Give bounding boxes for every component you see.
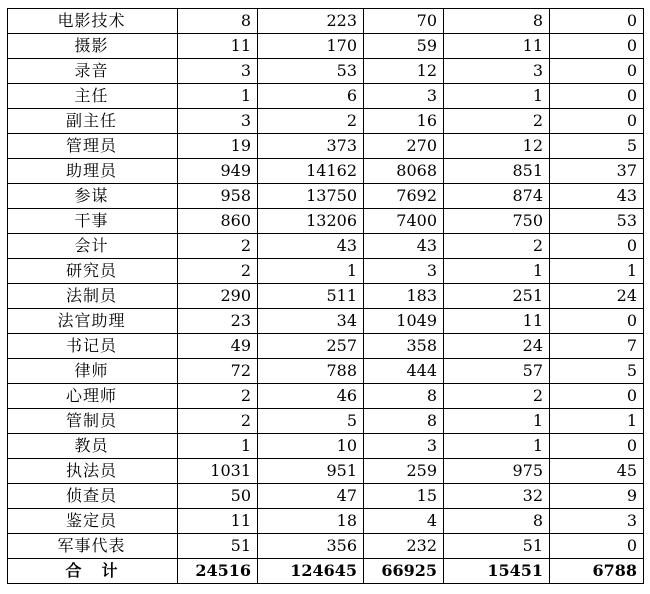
value-col-3: 444 [364,359,444,384]
value-col-4: 851 [444,159,550,184]
value-col-4: 1 [444,434,550,459]
value-col-5: 5 [550,359,644,384]
value-col-2: 951 [258,459,364,484]
value-col-5: 1 [550,259,644,284]
total-value-col-5: 6788 [550,559,644,584]
table-body [8,9,644,584]
value-col-2: 53 [258,59,364,84]
value-col-4: 1 [444,409,550,434]
table-row [8,234,644,259]
value-col-4: 2 [444,234,550,259]
value-col-1: 2 [178,384,258,409]
value-col-4: 11 [444,309,550,334]
value-col-3: 15 [364,484,444,509]
value-col-4: 11 [444,34,550,59]
table-row [8,359,644,384]
value-col-1: 3 [178,109,258,134]
value-col-4: 51 [444,534,550,559]
row-label: 助理员 [8,159,178,184]
row-label: 主任 [8,84,178,109]
value-col-5: 0 [550,309,644,334]
value-col-3: 259 [364,459,444,484]
value-col-3: 3 [364,259,444,284]
row-label: 心理师 [8,384,178,409]
table-row [8,509,644,534]
value-col-2: 356 [258,534,364,559]
value-col-2: 34 [258,309,364,334]
total-value-col-1: 24516 [178,559,258,584]
value-col-1: 290 [178,284,258,309]
value-col-1: 2 [178,409,258,434]
value-col-5: 0 [550,84,644,109]
value-col-5: 0 [550,9,644,34]
row-label: 执法员 [8,459,178,484]
value-col-1: 8 [178,9,258,34]
value-col-4: 2 [444,109,550,134]
total-value-col-2: 124645 [258,559,364,584]
value-col-2: 1 [258,259,364,284]
value-col-2: 257 [258,334,364,359]
value-col-2: 43 [258,234,364,259]
value-col-3: 183 [364,284,444,309]
value-col-1: 1 [178,84,258,109]
value-col-5: 0 [550,434,644,459]
value-col-3: 8068 [364,159,444,184]
table-row [8,184,644,209]
row-label: 干事 [8,209,178,234]
value-col-3: 43 [364,234,444,259]
table-row [8,534,644,559]
value-col-3: 7400 [364,209,444,234]
row-label: 会计 [8,234,178,259]
row-label: 教员 [8,434,178,459]
row-label: 法制员 [8,284,178,309]
value-col-4: 874 [444,184,550,209]
value-col-3: 358 [364,334,444,359]
total-label: 合计 [8,559,178,584]
table-row [8,459,644,484]
value-col-2: 14162 [258,159,364,184]
value-col-2: 788 [258,359,364,384]
value-col-2: 13750 [258,184,364,209]
value-col-1: 23 [178,309,258,334]
table-row [8,334,644,359]
value-col-4: 8 [444,9,550,34]
value-col-2: 223 [258,9,364,34]
value-col-2: 373 [258,134,364,159]
table-row [8,409,644,434]
value-col-4: 24 [444,334,550,359]
value-col-3: 1049 [364,309,444,334]
table-row [8,434,644,459]
total-row [8,559,644,584]
value-col-1: 2 [178,259,258,284]
value-col-1: 958 [178,184,258,209]
value-col-3: 12 [364,59,444,84]
table-row [8,59,644,84]
value-col-4: 32 [444,484,550,509]
value-col-1: 50 [178,484,258,509]
value-col-5: 1 [550,409,644,434]
value-col-1: 11 [178,509,258,534]
table-row [8,34,644,59]
value-col-1: 3 [178,59,258,84]
row-label: 副主任 [8,109,178,134]
row-label: 管理员 [8,134,178,159]
value-col-5: 5 [550,134,644,159]
value-col-2: 511 [258,284,364,309]
row-label: 管制员 [8,409,178,434]
value-col-2: 2 [258,109,364,134]
value-col-2: 46 [258,384,364,409]
value-col-5: 45 [550,459,644,484]
row-label: 录音 [8,59,178,84]
value-col-3: 70 [364,9,444,34]
table-row [8,384,644,409]
total-value-col-4: 15451 [444,559,550,584]
value-col-3: 8 [364,409,444,434]
value-col-5: 24 [550,284,644,309]
value-col-5: 0 [550,109,644,134]
value-col-3: 232 [364,534,444,559]
value-col-5: 0 [550,234,644,259]
value-col-2: 170 [258,34,364,59]
value-col-3: 8 [364,384,444,409]
value-col-4: 975 [444,459,550,484]
value-col-4: 1 [444,84,550,109]
value-col-5: 53 [550,209,644,234]
value-col-5: 7 [550,334,644,359]
value-col-1: 72 [178,359,258,384]
value-col-5: 0 [550,59,644,84]
value-col-5: 0 [550,384,644,409]
table-row [8,484,644,509]
row-label: 律师 [8,359,178,384]
row-label: 书记员 [8,334,178,359]
value-col-1: 19 [178,134,258,159]
value-col-1: 860 [178,209,258,234]
value-col-2: 13206 [258,209,364,234]
value-col-3: 4 [364,509,444,534]
value-col-4: 750 [444,209,550,234]
row-label: 参谋 [8,184,178,209]
value-col-4: 1 [444,259,550,284]
value-col-3: 59 [364,34,444,59]
table-row [8,134,644,159]
value-col-3: 7692 [364,184,444,209]
value-col-3: 16 [364,109,444,134]
value-col-3: 3 [364,84,444,109]
table-row [8,284,644,309]
value-col-1: 1 [178,434,258,459]
value-col-5: 9 [550,484,644,509]
value-col-2: 6 [258,84,364,109]
row-label: 电影技术 [8,9,178,34]
value-col-3: 3 [364,434,444,459]
row-label: 鉴定员 [8,509,178,534]
table-row [8,109,644,134]
row-label: 研究员 [8,259,178,284]
statistics-table [7,8,644,584]
value-col-2: 5 [258,409,364,434]
value-col-5: 0 [550,34,644,59]
table-row [8,9,644,34]
value-col-2: 47 [258,484,364,509]
value-col-2: 10 [258,434,364,459]
value-col-2: 18 [258,509,364,534]
value-col-1: 1031 [178,459,258,484]
value-col-1: 49 [178,334,258,359]
table-row [8,209,644,234]
value-col-4: 12 [444,134,550,159]
value-col-1: 51 [178,534,258,559]
value-col-4: 57 [444,359,550,384]
value-col-4: 251 [444,284,550,309]
value-col-3: 270 [364,134,444,159]
table-row [8,159,644,184]
value-col-4: 8 [444,509,550,534]
value-col-1: 949 [178,159,258,184]
value-col-1: 11 [178,34,258,59]
value-col-4: 3 [444,59,550,84]
row-label: 摄影 [8,34,178,59]
value-col-1: 2 [178,234,258,259]
value-col-5: 3 [550,509,644,534]
table-row [8,84,644,109]
value-col-5: 37 [550,159,644,184]
row-label: 侦查员 [8,484,178,509]
value-col-5: 0 [550,534,644,559]
row-label: 军事代表 [8,534,178,559]
row-label: 法官助理 [8,309,178,334]
table-row [8,259,644,284]
total-value-col-3: 66925 [364,559,444,584]
table-row [8,309,644,334]
value-col-4: 2 [444,384,550,409]
value-col-5: 43 [550,184,644,209]
